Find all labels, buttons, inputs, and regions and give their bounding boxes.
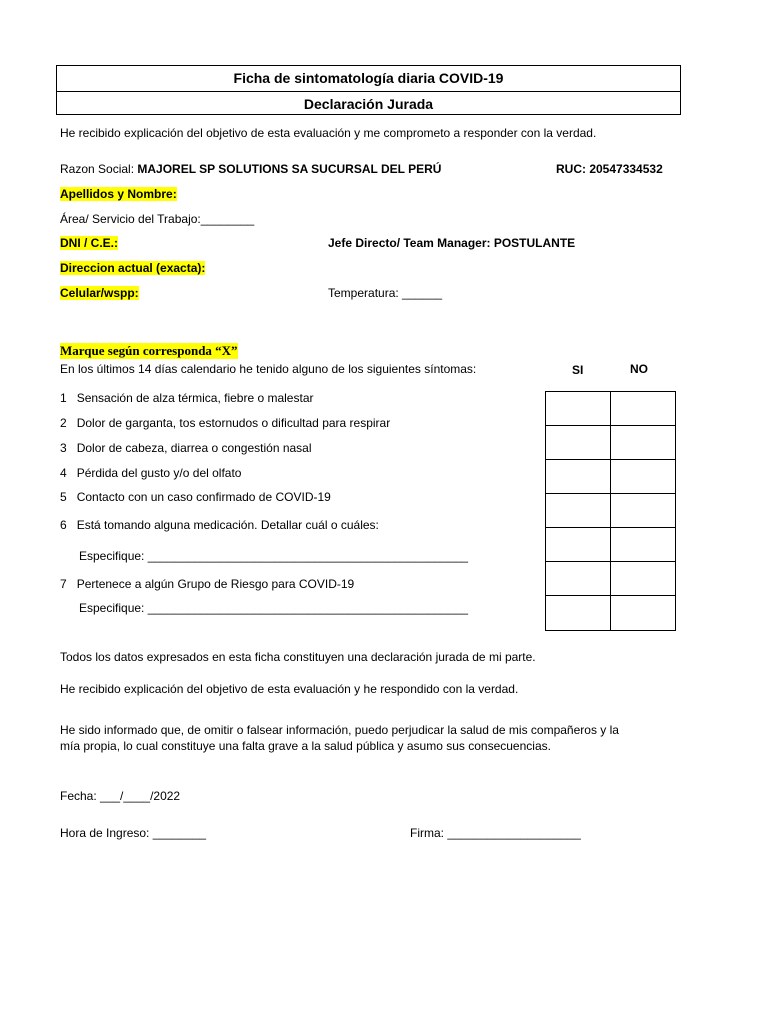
symptom-text: Dolor de cabeza, diarrea o congestión nasal — [76, 441, 312, 455]
answer-cell-no-3[interactable] — [611, 460, 676, 494]
answer-cell-si-7[interactable] — [546, 596, 611, 630]
symptom-number: 3 — [60, 441, 67, 455]
symptom-number: 4 — [60, 466, 67, 480]
celular-field[interactable]: Celular/wspp: — [60, 286, 139, 300]
hora-ingreso-field[interactable]: Hora de Ingreso: ________ — [60, 826, 207, 840]
symptom-item-2 — [60, 416, 390, 430]
answer-cell-no-6[interactable] — [611, 562, 676, 596]
symptom-item-7 — [60, 577, 354, 591]
answer-cell-si-6[interactable] — [546, 562, 611, 596]
symptom-text: Pertenece a algún Grupo de Riesgo para COVID-19 — [76, 577, 355, 591]
temperatura-field[interactable]: Temperatura: ______ — [328, 286, 443, 300]
col-header-no: NO — [630, 362, 648, 376]
answer-cell-no-5[interactable] — [611, 528, 676, 562]
area-field[interactable]: Área/ Servicio del Trabajo:________ — [60, 212, 255, 226]
symptom-item-6 — [60, 518, 379, 532]
answer-cell-no-7[interactable] — [611, 596, 676, 630]
answer-cell-si-4[interactable] — [546, 494, 611, 528]
symptom-number: 6 — [60, 518, 67, 532]
symptom-text: Contacto con un caso confirmado de COVID-19 — [76, 490, 331, 504]
declaration-2: He recibido explicación del objetivo de esta evaluación y he respondido con la verdad. — [60, 682, 519, 696]
symptom-item-5 — [60, 490, 331, 504]
especifique-field-2[interactable]: Especifique: ________________________________________________ — [79, 601, 469, 615]
answer-grid — [545, 391, 676, 631]
dni-field[interactable]: DNI / C.E.: — [60, 236, 119, 250]
symptom-item-4 — [60, 466, 241, 480]
jefe-field: Jefe Directo/ Team Manager: POSTULANTE — [328, 236, 576, 250]
symptom-item-3 — [60, 441, 312, 455]
apellidos-field[interactable]: Apellidos y Nombre: — [60, 187, 177, 201]
symptom-text: Sensación de alza térmica, fiebre o malestar — [76, 391, 314, 405]
ruc-field: RUC: 20547334532 — [556, 162, 663, 176]
answer-cell-si-1[interactable] — [546, 392, 611, 426]
declaration-3-line-2: mía propia, lo cual constituye una falta grave a la salud pública y asumo sus consecuencias. — [60, 739, 551, 753]
col-header-si: SI — [572, 363, 584, 377]
declaration-3-line-1: He sido informado que, de omitir o falsear información, puedo perjudicar la salud de mis compañeros y la — [60, 723, 619, 737]
symptom-text: Pérdida del gusto y/o del olfato — [76, 466, 242, 480]
answer-cell-no-1[interactable] — [611, 392, 676, 426]
answer-cell-si-3[interactable] — [546, 460, 611, 494]
symptom-number: 1 — [60, 391, 67, 405]
form-subtitle: Declaración Jurada — [57, 91, 680, 117]
fecha-field[interactable]: Fecha: ___/____/2022 — [60, 789, 181, 803]
answer-cell-no-2[interactable] — [611, 426, 676, 460]
razon-social-row — [60, 162, 441, 176]
symptom-number: 7 — [60, 577, 67, 591]
intro-text: He recibido explicación del objetivo de esta evaluación y me comprometo a responder con la verdad. — [60, 126, 597, 140]
answer-cell-no-4[interactable] — [611, 494, 676, 528]
razon-social-label: Razon Social: — [60, 162, 138, 176]
symptoms-question: En los últimos 14 días calendario he tenido alguno de los siguientes síntomas: — [60, 362, 477, 376]
marque-instruction: Marque según corresponda “X” — [60, 343, 238, 358]
form-title-box — [56, 65, 681, 115]
direccion-field[interactable]: Direccion actual (exacta): — [60, 261, 206, 275]
symptom-number: 2 — [60, 416, 67, 430]
firma-field[interactable]: Firma: ____________________ — [410, 826, 581, 840]
razon-social-value: MAJOREL SP SOLUTIONS SA SUCURSAL DEL PERÚ — [137, 162, 442, 176]
answer-cell-si-2[interactable] — [546, 426, 611, 460]
symptom-text: Dolor de garganta, tos estornudos o dificultad para respirar — [76, 416, 391, 430]
especifique-field-1[interactable]: Especifique: ________________________________________________ — [79, 549, 469, 563]
form-title: Ficha de sintomatología diaria COVID-19 — [233, 70, 504, 86]
symptom-item-1 — [60, 391, 314, 405]
answer-cell-si-5[interactable] — [546, 528, 611, 562]
symptom-number: 5 — [60, 490, 67, 504]
symptom-text: Está tomando alguna medicación. Detallar cuál o cuáles: — [76, 518, 379, 532]
declaration-1: Todos los datos expresados en esta ficha constituyen una declaración jurada de mi parte. — [60, 650, 536, 664]
